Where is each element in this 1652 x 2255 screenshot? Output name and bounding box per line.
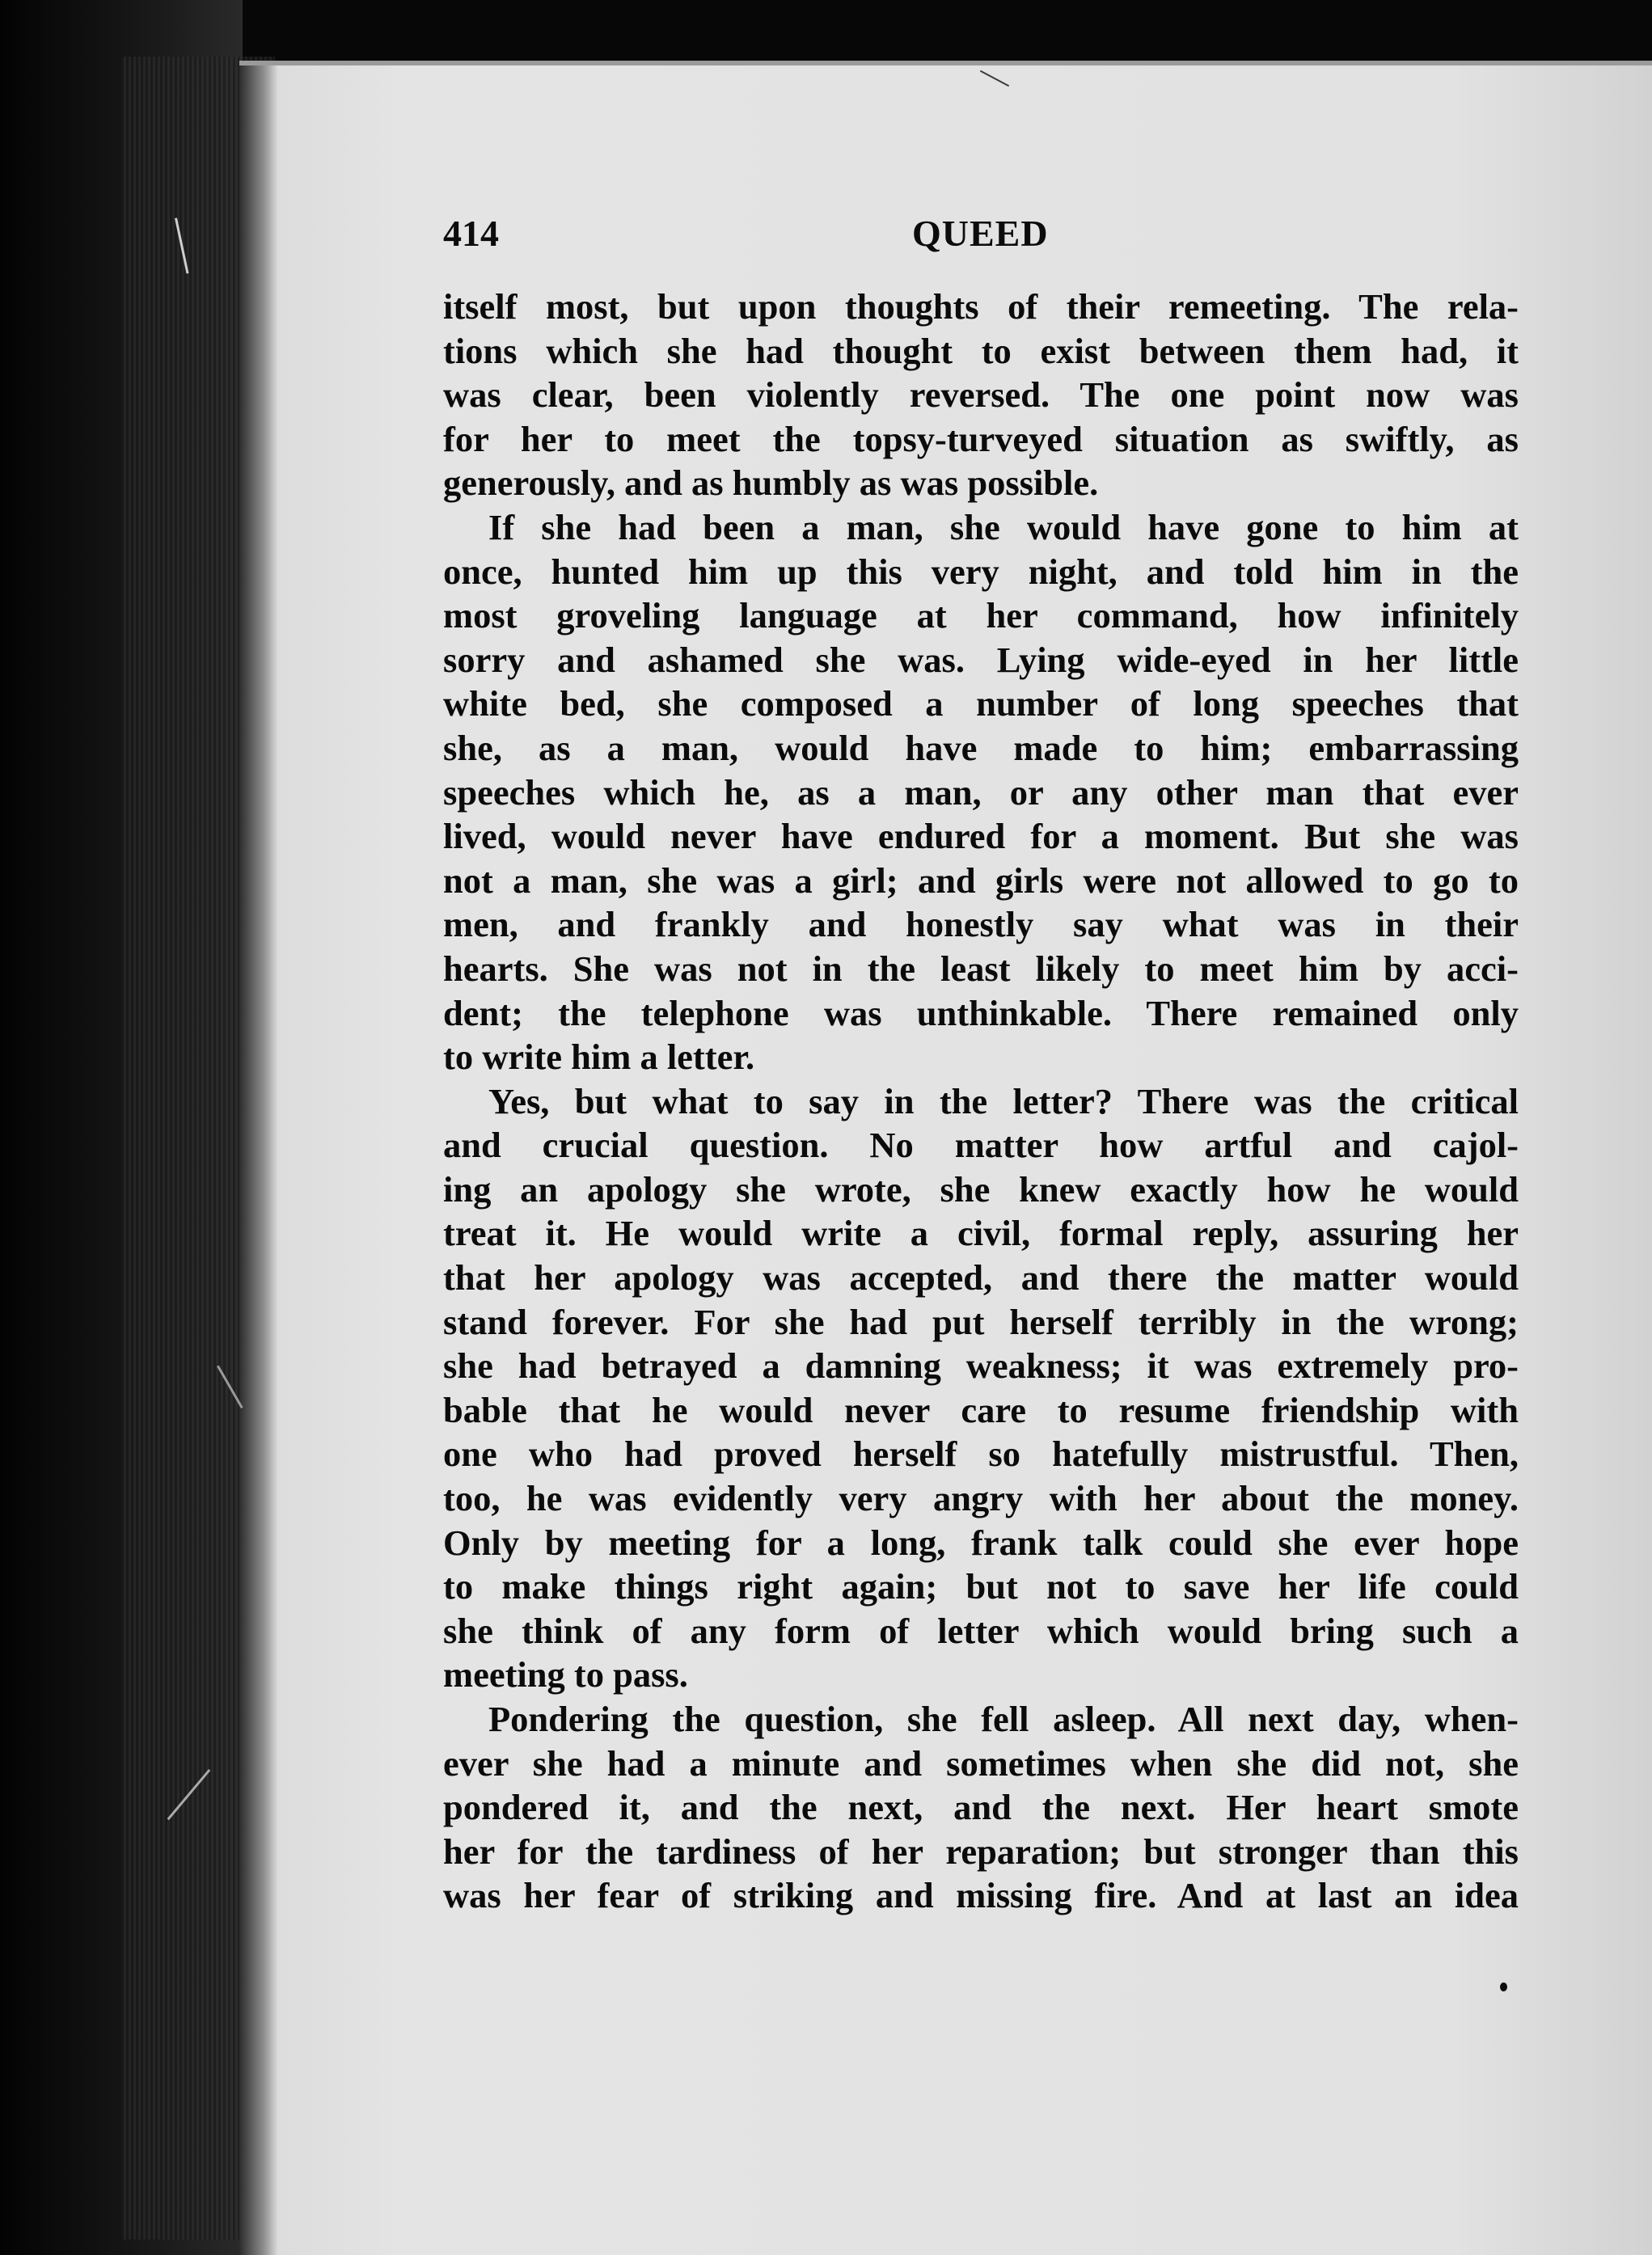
text-line: stand forever. For she had put herself terribly in the wrong; <box>443 1301 1519 1342</box>
text-line: she think of any form of letter which would bring such a <box>443 1610 1519 1651</box>
running-title: QUEED <box>912 213 1049 254</box>
page-number: 414 <box>443 213 499 254</box>
scan-speck <box>1500 1983 1507 1991</box>
text-line: to make things right again; but not to save her life could <box>443 1566 1519 1607</box>
paragraph <box>443 505 1519 1079</box>
text-line: white bed, she composed a number of long speeches that <box>443 683 1519 724</box>
text-line: ever she had a minute and sometimes when she did not, she <box>443 1742 1519 1784</box>
paragraph <box>443 1079 1519 1697</box>
text-line: she had betrayed a damning weakness; it was extremely pro- <box>443 1345 1519 1387</box>
text-line: tions which she had thought to exist between them had, it <box>443 330 1519 371</box>
body-text <box>443 285 1519 1918</box>
text-line: most groveling language at her command, how infinitely <box>443 595 1519 636</box>
text-line: lived, would never have endured for a moment. But she was <box>443 816 1519 857</box>
page-gutter-shadow <box>239 65 278 2255</box>
text-line: If she had been a man, she would have gone to him at <box>488 506 1519 547</box>
text-line: men, and frankly and honestly say what was in their <box>443 904 1519 945</box>
text-line: was her fear of striking and missing fire. And at last an idea <box>443 1875 1519 1916</box>
text-line: speeches which he, as a man, or any other man that ever <box>443 771 1519 813</box>
text-line: that her apology was accepted, and there the matter would <box>443 1257 1519 1299</box>
text-line: pondered it, and the next, and the next. Her heart smote <box>443 1787 1519 1828</box>
text-line: Only by meeting for a long, frank talk could she ever hope <box>443 1522 1519 1563</box>
text-line: she, as a man, would have made to him; embarrassing <box>443 727 1519 768</box>
paragraph <box>443 1697 1519 1918</box>
text-line: was clear, been violently reversed. The one point now was <box>443 374 1519 416</box>
text-line: dent; the telephone was unthinkable. There remained only <box>443 992 1519 1033</box>
text-line: Pondering the question, she fell asleep. All next day, when- <box>488 1699 1519 1739</box>
text-line: generously, and as humbly as was possible. <box>443 462 1099 504</box>
text-line: treat it. He would write a civil, formal reply, assuring her <box>443 1213 1519 1254</box>
text-line: meeting to pass. <box>443 1654 688 1695</box>
paragraph <box>443 285 1519 505</box>
text-line: ing an apology she wrote, she knew exactly how he would <box>443 1168 1519 1210</box>
text-line: bable that he would never care to resume friendship with <box>443 1389 1519 1430</box>
text-line: to write him a letter. <box>443 1037 755 1078</box>
text-line: hearts. She was not in the least likely to meet him by acci- <box>443 948 1519 989</box>
text-line: her for the tardiness of her reparation; but stronger than this <box>443 1831 1519 1872</box>
text-line: one who had proved herself so hatefully mistrustful. Then, <box>443 1434 1519 1475</box>
text-line: and crucial question. No matter how artful and cajol- <box>443 1125 1519 1166</box>
text-line: not a man, she was a girl; and girls were not allowed to go to <box>443 859 1519 901</box>
page-header <box>443 212 1519 268</box>
text-line: sorry and ashamed she was. Lying wide-eyed in her little <box>443 639 1519 680</box>
text-line: for her to meet the topsy-turveyed situation as swiftly, as <box>443 418 1519 459</box>
text-line: itself most, but upon thoughts of their remeeting. The rela- <box>443 286 1519 327</box>
text-line: Yes, but what to say in the letter? There was the critical <box>488 1080 1519 1121</box>
text-line: too, he was evidently very angry with her about the money. <box>443 1478 1519 1519</box>
text-line: once, hunted him up this very night, and told him in the <box>443 551 1519 592</box>
